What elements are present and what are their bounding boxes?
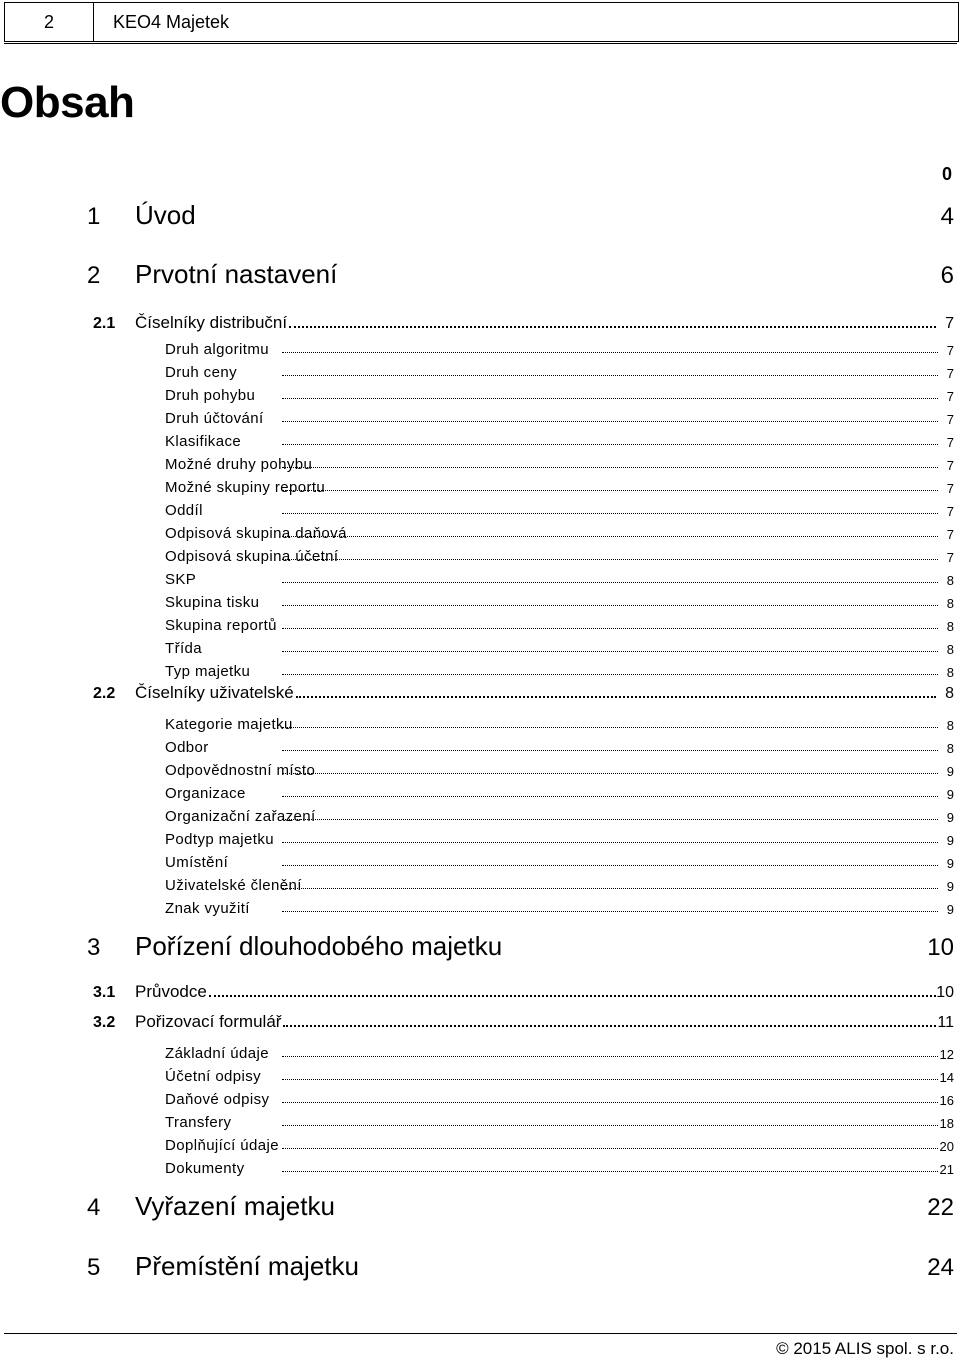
toc-entry-sub[interactable] — [0, 891, 960, 917]
toc-dot-leader — [282, 865, 938, 866]
toc-dot-leader — [289, 326, 936, 328]
toc-dot-leader — [282, 1148, 938, 1149]
toc-entry-title: Podtyp majetku — [165, 831, 274, 848]
toc-entry-page: 7 — [946, 504, 954, 519]
toc-dot-leader — [282, 1125, 938, 1126]
toc-entry-page: 7 — [946, 527, 954, 542]
toc-entry-chapter[interactable] — [0, 931, 960, 962]
toc-entry-page: 9 — [946, 787, 954, 802]
toc-entry-title: Číselníky uživatelské — [135, 683, 294, 702]
toc-entry-chapter[interactable] — [0, 1251, 960, 1282]
toc-entry-title: Umístění — [165, 854, 229, 871]
toc-entry-title: Přemístění majetku — [135, 1251, 359, 1281]
toc-entry-title: Skupina reportů — [165, 617, 277, 634]
toc-dot-leader — [282, 651, 938, 652]
toc-entry-page: 7 — [946, 550, 954, 565]
toc-entry-title: Organizace — [165, 785, 246, 802]
toc-top-number: 0 — [941, 164, 952, 184]
toc-entry-title: Prvotní nastavení — [135, 259, 338, 289]
toc-entry-page: 8 — [946, 619, 954, 634]
toc-dot-leader — [282, 444, 938, 445]
toc-dot-leader — [282, 911, 938, 912]
toc-entry-page: 8 — [946, 741, 954, 756]
toc-entry-title: Oddíl — [165, 502, 203, 519]
toc-dot-leader — [282, 842, 938, 843]
toc-entry-number: 3.2 — [93, 1014, 116, 1031]
toc-dot-leader — [282, 1079, 938, 1080]
toc-entry-title: Odbor — [165, 739, 209, 756]
toc-entry-title: Kategorie majetku — [165, 716, 293, 733]
toc-dot-leader — [282, 513, 938, 514]
toc-dot-leader — [296, 696, 936, 698]
toc-entry-title: Daňové odpisy — [165, 1091, 270, 1108]
toc-entry-title: Pořizovací formulář — [135, 1012, 282, 1031]
toc-dot-leader — [282, 628, 938, 629]
toc-entry-title: Odpisová skupina daňová — [165, 525, 347, 542]
toc-entry-chapter[interactable] — [0, 1191, 960, 1222]
toc-dot-leader — [283, 1025, 936, 1027]
toc-dot-leader — [282, 1102, 938, 1103]
toc-entry-page: 9 — [946, 902, 954, 917]
toc-entry-sub[interactable] — [0, 1151, 960, 1177]
toc-entry-page: 7 — [946, 389, 954, 404]
toc-dot-leader — [209, 995, 936, 997]
toc-entry-title: Účetní odpisy — [165, 1068, 262, 1085]
toc-entry-page: 14 — [939, 1070, 954, 1085]
toc-entry-title: Druh ceny — [165, 364, 237, 381]
toc-entry-page: 16 — [939, 1093, 954, 1108]
toc-entry-page: 12 — [939, 1047, 954, 1062]
toc-dot-leader — [282, 819, 938, 820]
toc-entry-title: Skupina tisku — [165, 594, 260, 611]
toc-entry-page: 8 — [946, 573, 954, 588]
toc-entry-page: 8 — [946, 665, 954, 680]
toc-entry-title: Transfery — [165, 1114, 232, 1131]
toc-entry-title: Doplňující údaje — [165, 1137, 279, 1154]
toc-dot-leader — [282, 727, 938, 728]
toc-entry-number: 2 — [87, 262, 101, 289]
toc-entry-title: SKP — [165, 571, 197, 588]
toc-entry-number: 3 — [87, 934, 101, 961]
toc-entry-page: 11 — [937, 1014, 954, 1031]
toc-entry-page: 8 — [946, 596, 954, 611]
footer-divider — [4, 1333, 957, 1334]
toc-entry-number: 2.1 — [93, 315, 116, 332]
toc-dot-leader — [282, 773, 938, 774]
toc-dot-leader — [282, 398, 938, 399]
header-divider — [4, 43, 957, 44]
toc-entry-page: 7 — [945, 315, 954, 332]
toc-dot-leader — [282, 582, 938, 583]
toc-entry-title: Druh účtování — [165, 410, 264, 427]
toc-entry-title: Úvod — [135, 200, 196, 230]
toc-entry-number: 4 — [87, 1194, 101, 1221]
toc-dot-leader — [282, 1056, 938, 1057]
toc-entry-number: 3.1 — [93, 984, 116, 1001]
toc-dot-leader — [282, 605, 938, 606]
toc-dot-leader — [282, 1171, 938, 1172]
toc-entry-section[interactable] — [0, 976, 960, 1002]
toc-entry-title: Odpisová skupina účetní — [165, 548, 339, 565]
toc-entry-page: 9 — [946, 879, 954, 894]
toc-entry-page: 10 — [927, 934, 954, 961]
toc-entry-title: Pořízení dlouhodobého majetku — [135, 931, 503, 961]
toc-entry-page: 8 — [946, 718, 954, 733]
toc-entry-number: 2.2 — [93, 685, 116, 702]
toc-entry-page: 20 — [939, 1139, 954, 1154]
toc-entry-title: Průvodce — [135, 982, 207, 1001]
toc-entry-page: 9 — [946, 764, 954, 779]
toc-entry-title: Číselníky distribuční — [135, 313, 288, 332]
toc-entry-title: Typ majetku — [165, 663, 251, 680]
toc-entry-chapter[interactable] — [0, 259, 960, 290]
toc-dot-leader — [282, 750, 938, 751]
toc-entry-page: 24 — [927, 1254, 954, 1281]
toc-dot-leader — [282, 888, 938, 889]
toc-dot-leader — [282, 467, 938, 468]
toc-entry-page: 21 — [939, 1162, 954, 1177]
toc-dot-leader — [282, 559, 938, 560]
toc-dot-leader — [282, 490, 938, 491]
toc-entry-page: 7 — [946, 343, 954, 358]
toc-dot-leader — [282, 536, 938, 537]
toc-entry-chapter[interactable] — [0, 200, 960, 231]
toc-entry-title: Odpovědnostní místo — [165, 762, 316, 779]
header-page-number: 2 — [5, 3, 94, 41]
toc-entry-title: Klasifikace — [165, 433, 242, 450]
toc-entry-page: 9 — [946, 810, 954, 825]
toc-entry-page: 8 — [946, 642, 954, 657]
toc-entry-title: Druh algoritmu — [165, 341, 269, 358]
header-title: KEO4 Majetek — [113, 11, 230, 32]
toc-entry-page: 18 — [939, 1116, 954, 1131]
toc-entry-title: Možné druhy pohybu — [165, 456, 313, 473]
toc-entry-page: 6 — [940, 262, 954, 289]
toc-title: Obsah — [0, 78, 135, 127]
toc-entry-page: 7 — [946, 458, 954, 473]
toc-entry-page: 8 — [945, 685, 954, 702]
toc-entry-page: 7 — [946, 435, 954, 450]
toc-entry-section[interactable] — [0, 1006, 960, 1032]
toc-entry-page: 9 — [946, 833, 954, 848]
toc-entry-section[interactable] — [0, 307, 960, 333]
toc-dot-leader — [282, 421, 938, 422]
toc-entry-section[interactable] — [0, 677, 960, 703]
toc-entry-title: Druh pohybu — [165, 387, 256, 404]
toc-dot-leader — [282, 375, 938, 376]
toc-entry-page: 22 — [927, 1194, 954, 1221]
toc-entry-title: Vyřazení majetku — [135, 1191, 335, 1221]
toc-entry-title: Uživatelské členění — [165, 877, 302, 894]
toc-entry-number: 1 — [87, 203, 101, 230]
toc-dot-leader — [282, 796, 938, 797]
toc-entry-page: 7 — [946, 412, 954, 427]
toc-entry-title: Organizační zařazení — [165, 808, 316, 825]
toc-entry-page: 7 — [946, 481, 954, 496]
toc-entry-page: 7 — [946, 366, 954, 381]
toc-entry-number: 5 — [87, 1254, 101, 1281]
toc-entry-page: 9 — [946, 856, 954, 871]
footer-copyright: © 2015 ALIS spol. s r.o. — [776, 1339, 954, 1358]
toc-dot-leader — [282, 674, 938, 675]
toc-entry-title: Dokumenty — [165, 1160, 245, 1177]
toc-entry-title: Možné skupiny reportu — [165, 479, 326, 496]
toc-dot-leader — [282, 352, 938, 353]
toc-entry-title: Třída — [165, 640, 203, 657]
page-header — [4, 2, 959, 42]
toc-entry-page: 10 — [936, 984, 954, 1001]
toc-entry-title: Znak využití — [165, 900, 250, 917]
toc-entry-title: Základní údaje — [165, 1045, 270, 1062]
toc-entry-page: 4 — [940, 203, 954, 230]
